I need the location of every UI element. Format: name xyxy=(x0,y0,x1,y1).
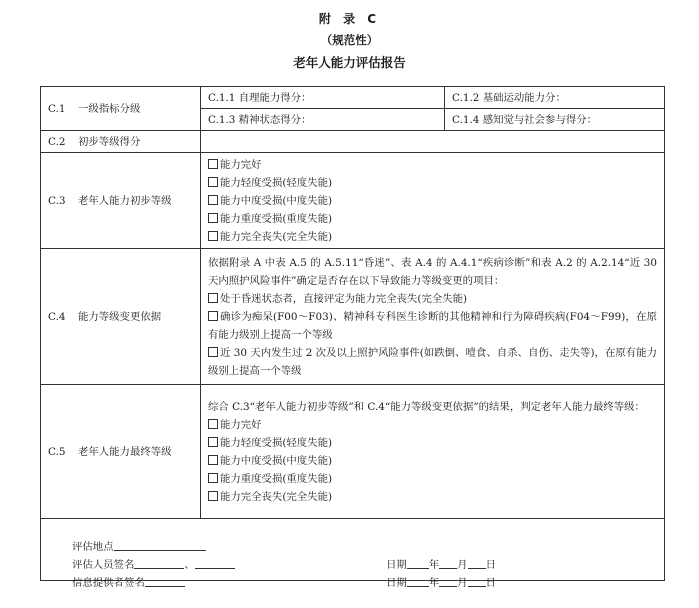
assessor-date-day-field[interactable] xyxy=(468,556,486,569)
c4-basis-cell xyxy=(201,249,665,385)
c3-option[interactable]: 能力完好 xyxy=(208,156,657,174)
c4-intro-text: 依据附录 A 中表 A.5 的 A.5.11“昏迷”、表 A.4 的 A.4.1“疾病诊断”和表 A.2 的 A.2.14“近 30 天内照护风险事件”确定是否存在以下导致能力等级变更的项目： xyxy=(208,256,657,287)
informant-date-day-field[interactable] xyxy=(468,574,486,587)
assessor-date-month-field[interactable] xyxy=(439,556,457,569)
assessment-location-label: 评估地点 xyxy=(72,541,114,553)
c1-row-1 xyxy=(41,87,665,109)
c5-option[interactable]: 能力重度受损(重度失能) xyxy=(208,470,657,488)
checkbox-icon[interactable] xyxy=(208,419,218,429)
c5-option[interactable]: 能力轻度受损(轻度失能) xyxy=(208,434,657,452)
assessor-date-line: 日期 年 月 日 xyxy=(386,556,496,574)
report-title: 老年人能力评估报告 xyxy=(293,55,406,70)
c1-label: C.1 一级指标分级 xyxy=(41,87,201,131)
assessor-signature-field-2[interactable] xyxy=(195,556,235,569)
c3-option[interactable]: 能力轻度受损(轻度失能) xyxy=(208,174,657,192)
c3-label: C.3 老年人能力初步等级 xyxy=(41,153,201,249)
assessor-date-year-field[interactable] xyxy=(407,556,429,569)
assessment-location-field[interactable] xyxy=(114,538,206,551)
c5-final-level-cell xyxy=(201,385,665,519)
c3-option[interactable]: 能力完全丧失(完全失能) xyxy=(208,228,657,246)
c5-row xyxy=(41,385,665,519)
checkbox-icon[interactable] xyxy=(208,177,218,187)
assessment-location-line xyxy=(72,538,206,556)
checkbox-icon[interactable] xyxy=(208,159,218,169)
c5-option[interactable]: 能力完好 xyxy=(208,416,657,434)
c2-row xyxy=(41,131,665,153)
checkbox-icon[interactable] xyxy=(208,473,218,483)
c2-label: C.2 初步等级得分 xyxy=(41,131,201,153)
informant-date-line: 日期 年 月 日 xyxy=(386,574,496,592)
c3-option[interactable]: 能力中度受损(中度失能) xyxy=(208,192,657,210)
checkbox-icon[interactable] xyxy=(208,213,218,223)
informant-signature-field[interactable] xyxy=(145,574,185,587)
checkbox-icon[interactable] xyxy=(208,347,218,357)
assessor-signature-label: 评估人员签名 xyxy=(72,559,135,571)
assessment-report-table xyxy=(40,86,665,581)
c3-option[interactable]: 能力重度受损(重度失能) xyxy=(208,210,657,228)
normative-label: （规范性） xyxy=(320,33,379,47)
assessor-signature-field-1[interactable] xyxy=(134,556,184,569)
checkbox-icon[interactable] xyxy=(208,437,218,447)
c5-option[interactable]: 能力中度受损(中度失能) xyxy=(208,452,657,470)
c5-option[interactable]: 能力完全丧失(完全失能) xyxy=(208,488,657,506)
c4-label: C.4 能力等级变更依据 xyxy=(41,249,201,385)
c1-2-basic-motor-score-cell[interactable]: C.1.2 基础运动能力分： xyxy=(445,87,665,109)
c3-row xyxy=(41,153,665,249)
checkbox-icon[interactable] xyxy=(208,311,218,321)
c4-option[interactable]: 处于昏迷状态者，直接评定为能力完全丧失(完全失能) xyxy=(208,290,657,308)
c4-option[interactable]: 确诊为痴呆(F00～F03)、精神科专科医生诊断的其他精神和行为障碍疾病(F04～F99)，在原有能力级别上提高一个等级 xyxy=(208,310,657,341)
informant-date-month-field[interactable] xyxy=(439,574,457,587)
c2-initial-score-cell[interactable] xyxy=(201,131,665,153)
c5-label: C.5 老年人能力最终等级 xyxy=(41,385,201,519)
appendix-heading: 附 录 C xyxy=(318,12,381,26)
c1-4-perception-social-score-cell[interactable]: C.1.4 感知觉与社会参与得分： xyxy=(445,109,665,131)
c5-intro-text: 综合 C.3“老年人能力初步等级”和 C.4“能力等级变更依据”的结果，判定老年人能力最终等级： xyxy=(208,400,645,413)
checkbox-icon[interactable] xyxy=(208,231,218,241)
checkbox-icon[interactable] xyxy=(208,491,218,501)
c1-1-selfcare-score-cell[interactable]: C.1.1 自理能力得分： xyxy=(201,87,445,109)
informant-date-year-field[interactable] xyxy=(407,574,429,587)
checkbox-icon[interactable] xyxy=(208,455,218,465)
c1-3-mental-score-cell[interactable]: C.1.3 精神状态得分： xyxy=(201,109,445,131)
checkbox-icon[interactable] xyxy=(208,195,218,205)
checkbox-icon[interactable] xyxy=(208,293,218,303)
c3-options-cell xyxy=(201,153,665,249)
informant-signature-label: 信息提供者签名 xyxy=(72,577,145,589)
informant-signature-line xyxy=(72,574,185,592)
c4-option[interactable]: 近 30 天内发生过 2 次及以上照护风险事件(如跌倒、噎食、自杀、自伤、走失等)，在原有能力级别上提高一个等级 xyxy=(208,346,657,377)
assessor-signature-line: 评估人员签名 、 xyxy=(72,556,235,574)
c4-row xyxy=(41,249,665,385)
